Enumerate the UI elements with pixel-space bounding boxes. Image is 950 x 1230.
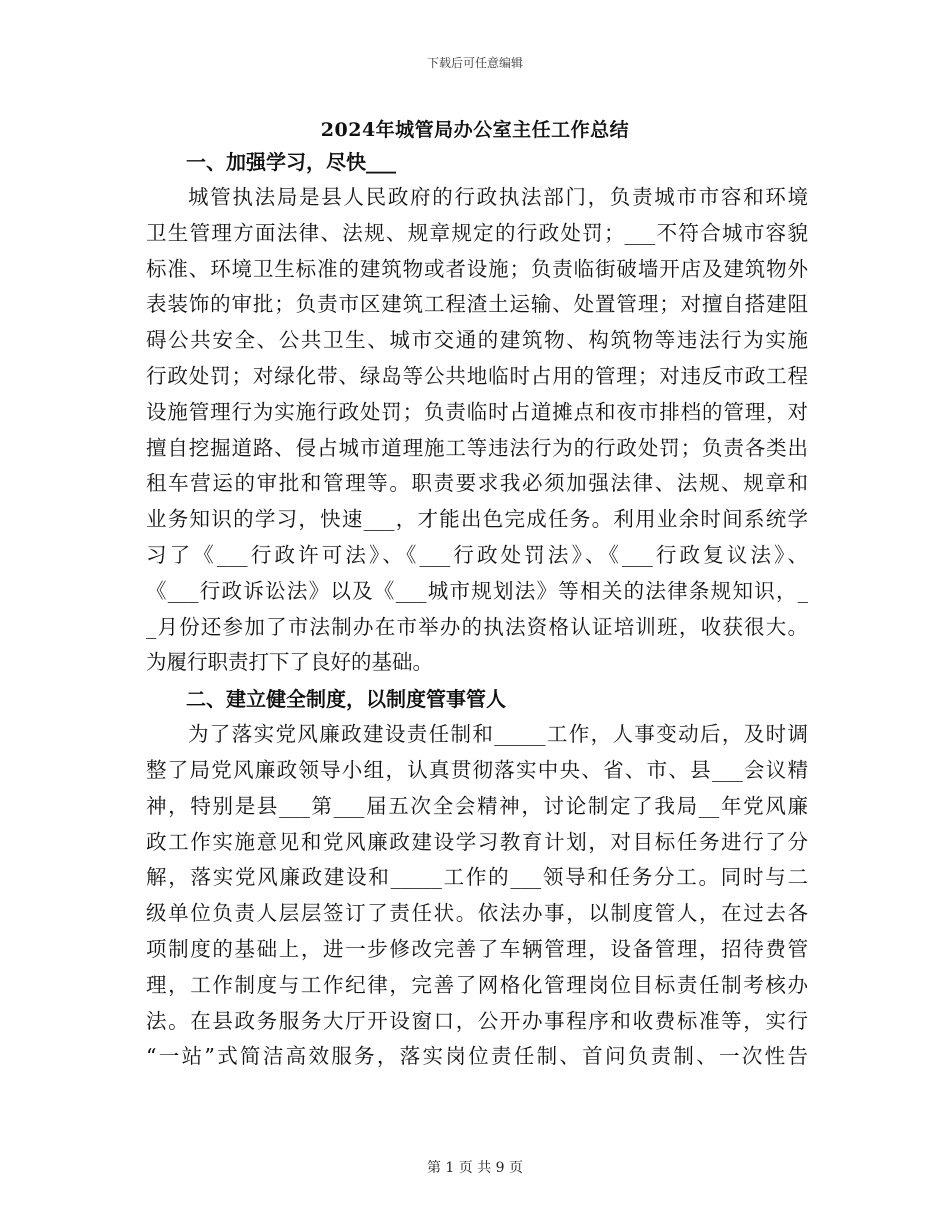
paragraph-line: 解，落实党风廉政建设和_____工作的___领导和任务分工。同时与二 — [146, 865, 808, 890]
paragraph-line: 擅自挖掘道路、侵占城市道理施工等违法行为的行政处罚；负责各类出 — [146, 435, 808, 460]
paragraph-line: 业务知识的学习，快速___，才能出色完成任务。利用业余时间系统学 — [146, 507, 808, 532]
paragraph-line: 标准、环境卫生标准的建筑物或者设施；负责临街破墙开店及建筑物外 — [146, 256, 808, 281]
paragraph-line: 法。在县政务服务大厅开设窗口，公开办事程序和收费标准等，实行 — [146, 1008, 808, 1033]
paragraph-line: 设施管理行为实施行政处罚；负责临时占道摊点和夜市排档的管理，对 — [146, 399, 808, 424]
paragraph-line: 理，工作制度与工作纪律，完善了网格化管理岗位目标责任制考核办 — [146, 972, 808, 997]
paragraph-line: 《___行政诉讼法》以及《___城市规划法》等相关的法律条规知识，_ — [146, 578, 808, 603]
section-2-heading: 二、建立健全制度，以制度管事管人 — [186, 687, 506, 712]
section-2-paragraph — [146, 717, 808, 1075]
page-number: 第 1 页 共 9 页 — [426, 1160, 524, 1176]
paragraph-line: 碍公共安全、公共卫生、城市交通的建筑物、构筑物等违法行为实施 — [146, 328, 808, 353]
paragraph-line: 整了局党风廉政领导小组，认真贯彻落实中央、省、市、县___会议精 — [146, 757, 808, 782]
paragraph-line: 卫生管理方面法律、法规、规章规定的行政处罚；___不符合城市容貌 — [146, 220, 808, 245]
paragraph-line: 行政处罚；对绿化带、绿岛等公共地临时占用的管理；对违反市政工程 — [146, 363, 808, 388]
paragraph-line: 政工作实施意见和党风廉政建设学习教育计划，对目标任务进行了分 — [146, 829, 808, 854]
paragraph-line: 为履行职责打下了良好的基础。 — [146, 650, 433, 675]
paragraph-line: 级单位负责人层层签订了责任状。依法办事，以制度管人，在过去各 — [146, 901, 808, 926]
paragraph-line: 城管执法局是县人民政府的行政执法部门，负责城市市容和环境 — [188, 185, 808, 209]
paragraph-line: “一站”式简洁高效服务，落实岗位责任制、首问负责制、一次性告 — [146, 1044, 808, 1069]
paragraph-line: 为了落实党风廉政建设责任制和_____工作，人事变动后，及时调 — [188, 722, 808, 747]
paragraph-line: 习了《___行政许可法》、《___行政处罚法》、《___行政复议法》、 — [146, 542, 808, 567]
paragraph-line: _月份还参加了市法制办在市举办的执法资格认证培训班，收获很大。 — [146, 614, 808, 639]
section-1-paragraph — [146, 180, 808, 681]
paragraph-line: 项制度的基础上，进一步修改完善了车辆管理，设备管理，招待费管 — [146, 936, 808, 961]
document-body — [146, 144, 808, 1075]
paragraph-line: 租车营运的审批和管理等。职责要求我必须加强法律、法规、规章和 — [146, 471, 808, 496]
document-title: 2024年城管局办公室主任工作总结 — [320, 119, 630, 141]
paragraph-line: 表装饰的审批；负责市区建筑工程渣土运输、处置管理；对擅自搭建阻 — [146, 292, 808, 317]
section-1-heading: 一、加强学习，尽快___ — [186, 150, 396, 174]
paragraph-line: 神，特别是县___第___届五次全会精神，讨论制定了我局__年党风廉 — [146, 793, 808, 818]
header-note: 下载后可任意编辑 — [426, 56, 523, 70]
